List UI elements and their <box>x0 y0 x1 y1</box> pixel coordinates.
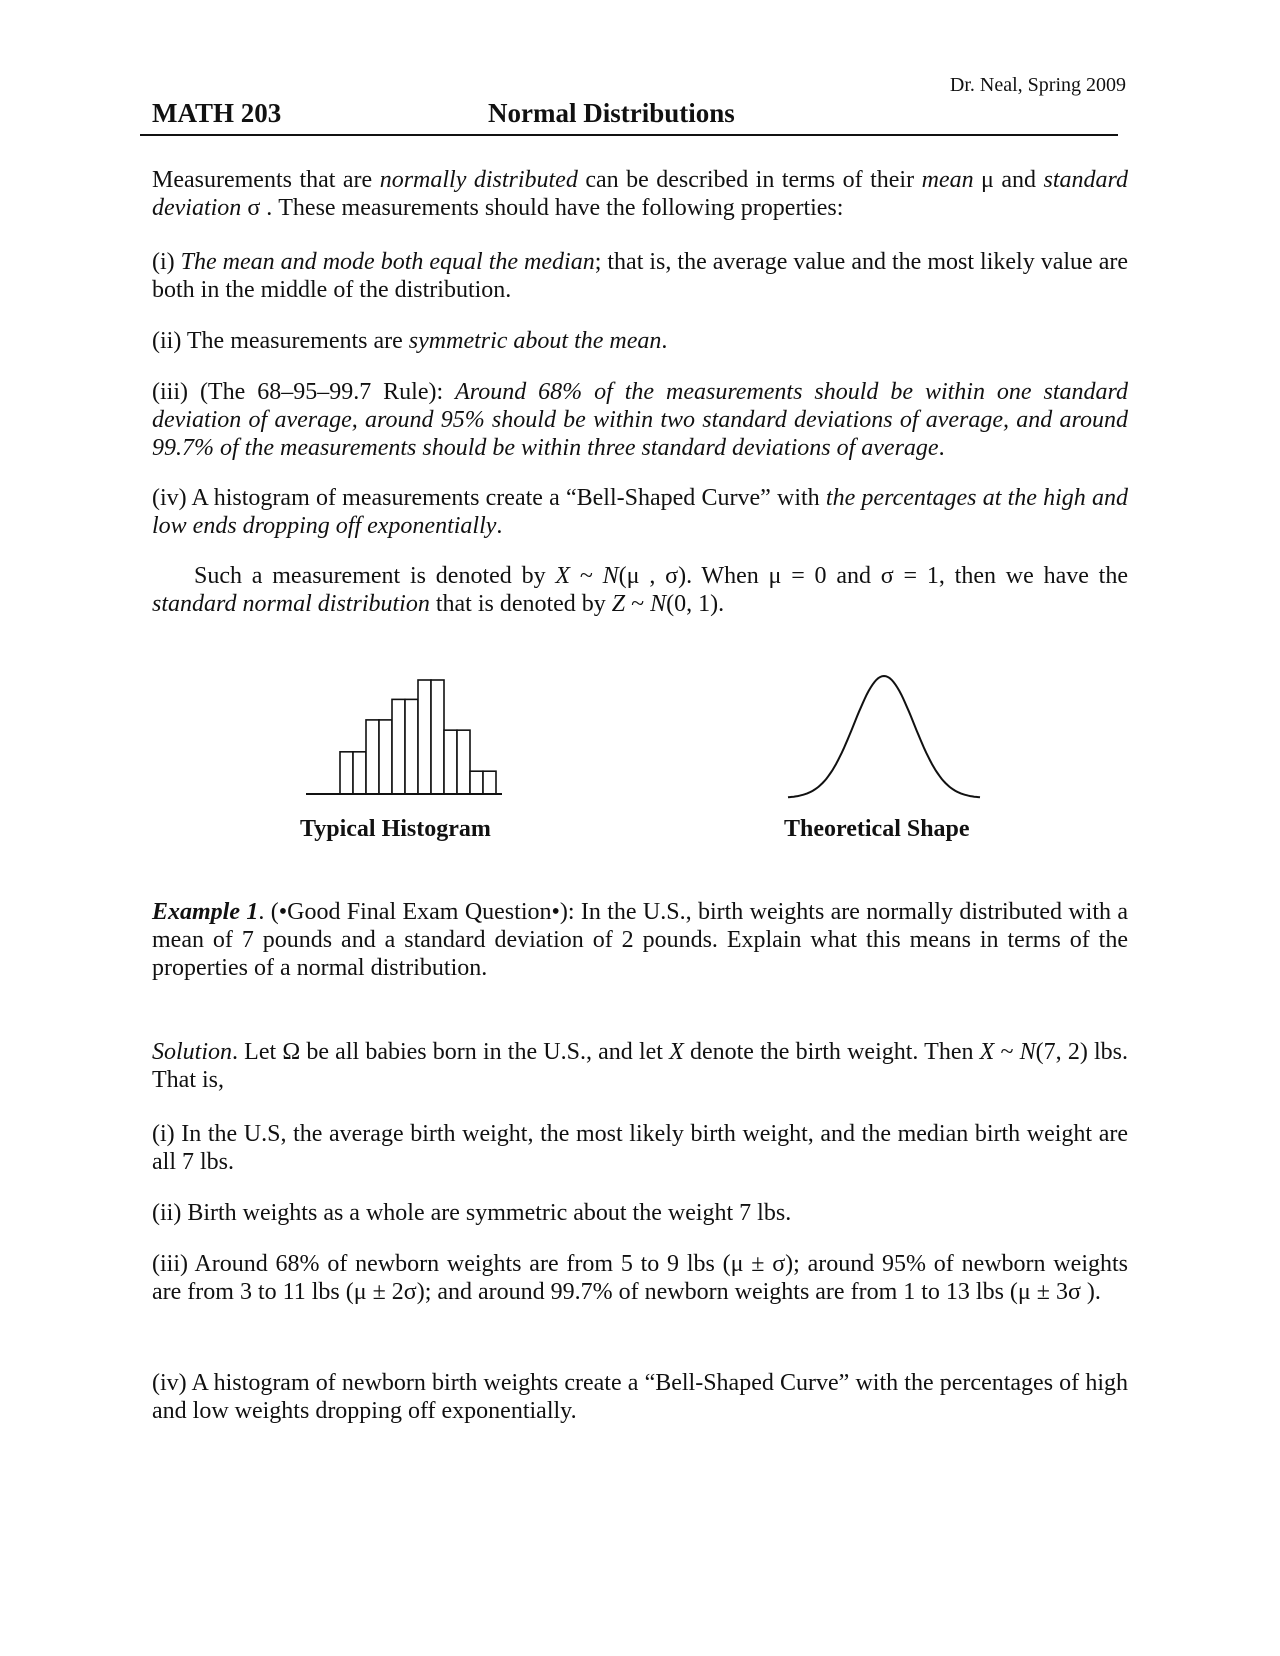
histogram-bar <box>483 771 496 794</box>
property-iii: (iii) (The 68–95–99.7 Rule): Around 68% of the measurements should be within one standard deviation of average, around 95% should be within two standard deviations of average, and around 99.7% of the measurements should be within three standard deviations of average. <box>152 379 1128 461</box>
histogram-bar <box>457 730 470 794</box>
histogram-bar <box>379 720 392 794</box>
histogram-bars <box>340 680 496 794</box>
histogram-bar <box>418 680 431 794</box>
theoretical-shape-figure <box>780 662 1000 812</box>
bell-curve <box>788 676 980 797</box>
solution-item-ii: (ii) Birth weights as a whole are symmetric about the weight 7 lbs. <box>152 1200 792 1226</box>
property-iv: (iv) A histogram of measurements create a “Bell-Shaped Curve” with the percentages at the high and low ends dropping off exponentially. <box>152 485 1129 539</box>
solution-paragraph: Solution. Let Ω be all babies born in the U.S., and let X denote the birth weight. Then X ~ N(7, 2) lbs. That is, <box>152 1039 1128 1093</box>
page-header <box>140 98 1118 136</box>
histogram-bar <box>353 752 366 794</box>
solution-item-i: (i) In the U.S, the average birth weight, the most likely birth weight, and the median birth weight are all 7 lbs. <box>152 1121 1128 1175</box>
notation-paragraph: Such a measurement is denoted by X ~ N(μ , σ). When μ = 0 and σ = 1, then we have the standard normal distribution that is denoted by Z ~ N(0, 1). <box>152 563 1129 617</box>
curve-caption: Theoretical Shape <box>784 816 970 842</box>
page-title: Normal Distributions <box>488 98 735 128</box>
author-line: Dr. Neal, Spring 2009 <box>949 74 1126 96</box>
histogram-bar <box>431 680 444 794</box>
histogram-bar <box>405 699 418 794</box>
histogram-bar <box>470 771 483 794</box>
histogram-bar <box>340 752 353 794</box>
intro-paragraph: Measurements that are normally distributed can be described in terms of their mean μ and standard deviation σ . These measurements should have the following properties: <box>152 167 1128 221</box>
course-code: MATH 203 <box>152 98 282 128</box>
property-i: (i) The mean and mode both equal the median; that is, the average value and the most likely value are both in the middle of the distribution. <box>152 249 1128 303</box>
histogram-bar <box>366 720 379 794</box>
example-paragraph: Example 1. (•Good Final Exam Question•): In the U.S., birth weights are normally distributed with a mean of 7 pounds and a standard deviation of 2 pounds. Explain what this means in terms of the properties of a normal distribution. <box>152 899 1129 981</box>
solution-item-iii: (iii) Around 68% of newborn weights are from 5 to 9 lbs (μ ± σ); around 95% of newborn weights are from 3 to 11 lbs (μ ± 2σ); and around 99.7% of newborn weights are from 1 to 13 lbs (μ ± 3σ ). <box>152 1251 1128 1305</box>
property-ii: (ii) The measurements are symmetric about the mean. <box>152 328 668 354</box>
typical-histogram-figure <box>300 660 520 800</box>
histogram-bar <box>444 730 457 794</box>
histogram-bar <box>392 699 405 794</box>
solution-item-iv: (iv) A histogram of newborn birth weights create a “Bell-Shaped Curve” with the percentages of high and low weights dropping off exponentially. <box>152 1370 1128 1424</box>
histogram-caption: Typical Histogram <box>300 816 491 842</box>
